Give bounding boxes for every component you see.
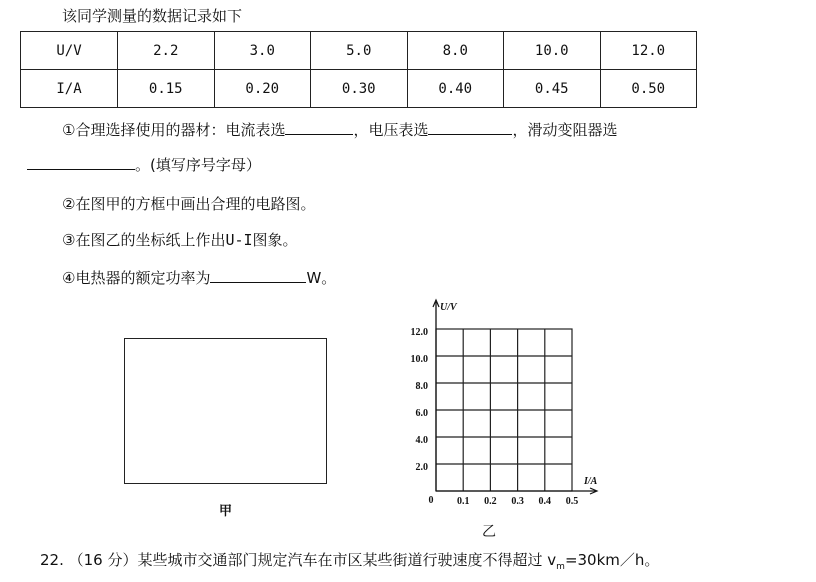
answer-blank-rheostat[interactable] xyxy=(27,155,135,170)
y-tick-label: 6.0 xyxy=(415,408,428,419)
question-1 xyxy=(62,119,617,140)
row-label-voltage: U/V xyxy=(21,32,118,70)
data-table xyxy=(20,31,697,108)
x-tick-label: 0.3 xyxy=(511,496,524,507)
question-22-tail: =30km／h。 xyxy=(564,551,660,569)
intro-text: 该同学测量的数据记录如下 xyxy=(62,7,243,25)
question-4-part-a: ④电热器的额定功率为 xyxy=(62,269,211,287)
table-cell: 0.20 xyxy=(214,70,311,108)
y-tick-label: 8.0 xyxy=(415,381,428,392)
question-4 xyxy=(62,267,336,288)
question-22-subscript: m xyxy=(556,562,565,572)
table-cell: 5.0 xyxy=(311,32,408,70)
question-3-part-b: U-I xyxy=(225,231,253,249)
y-tick-label: 12.0 xyxy=(410,327,428,338)
y-tick-label: 4.0 xyxy=(415,435,428,446)
x-tick-label: 0.2 xyxy=(484,496,497,507)
question-3 xyxy=(62,229,298,250)
row-label-current: I/A xyxy=(21,70,118,108)
x-axis-label: I/A xyxy=(584,476,598,487)
y-tick-label: 10.0 xyxy=(410,354,428,365)
question-1-part-a: ①合理选择使用的器材：电流表选 xyxy=(62,121,286,139)
answer-blank-power[interactable] xyxy=(210,268,306,283)
question-22-number: 22. xyxy=(40,551,64,569)
figure-yi-caption: 乙 xyxy=(482,524,496,540)
y-axis-label: U/V xyxy=(440,302,457,313)
circuit-diagram-box[interactable] xyxy=(124,338,327,484)
x-tick-label: 0.5 xyxy=(565,496,579,507)
graph-grid xyxy=(436,329,572,491)
graph-paper xyxy=(400,292,600,510)
table-cell: 2.2 xyxy=(118,32,215,70)
y-tick-label: 2.0 xyxy=(415,462,428,473)
table-cell: 10.0 xyxy=(504,32,601,70)
question-4-part-b: W。 xyxy=(306,269,337,287)
answer-blank-voltmeter[interactable] xyxy=(428,120,512,135)
answer-blank-ammeter[interactable] xyxy=(285,120,353,135)
table-cell: 0.40 xyxy=(407,70,504,108)
table-cell: 0.45 xyxy=(504,70,601,108)
table-row xyxy=(21,32,697,70)
question-3-part-a: ③在图乙的坐标纸上作出 xyxy=(62,231,226,249)
question-22-text: （16 分）某些城市交通部门规定汽车在市区某些街道行驶速度不得超过 v xyxy=(68,551,557,569)
figure-jia-caption: 甲 xyxy=(219,504,233,519)
question-3-part-c: 图象。 xyxy=(252,231,298,249)
x-tick-label: 0.1 xyxy=(456,496,470,507)
table-cell: 0.50 xyxy=(600,70,697,108)
question-2: ②在图甲的方框中画出合理的电路图。 xyxy=(62,195,316,213)
question-22 xyxy=(40,549,659,572)
origin-label: 0 xyxy=(428,495,434,506)
table-cell: 0.30 xyxy=(311,70,408,108)
table-row xyxy=(21,70,697,108)
table-cell: 3.0 xyxy=(214,32,311,70)
table-cell: 12.0 xyxy=(600,32,697,70)
question-1-continued xyxy=(27,154,261,175)
question-1-part-d: 。(填写序号字母） xyxy=(135,156,261,174)
x-tick-label: 0.4 xyxy=(538,496,552,507)
question-1-part-b: ，电压表选 xyxy=(353,121,429,139)
question-1-part-c: ，滑动变阻器选 xyxy=(512,121,618,139)
table-cell: 8.0 xyxy=(407,32,504,70)
table-cell: 0.15 xyxy=(118,70,215,108)
